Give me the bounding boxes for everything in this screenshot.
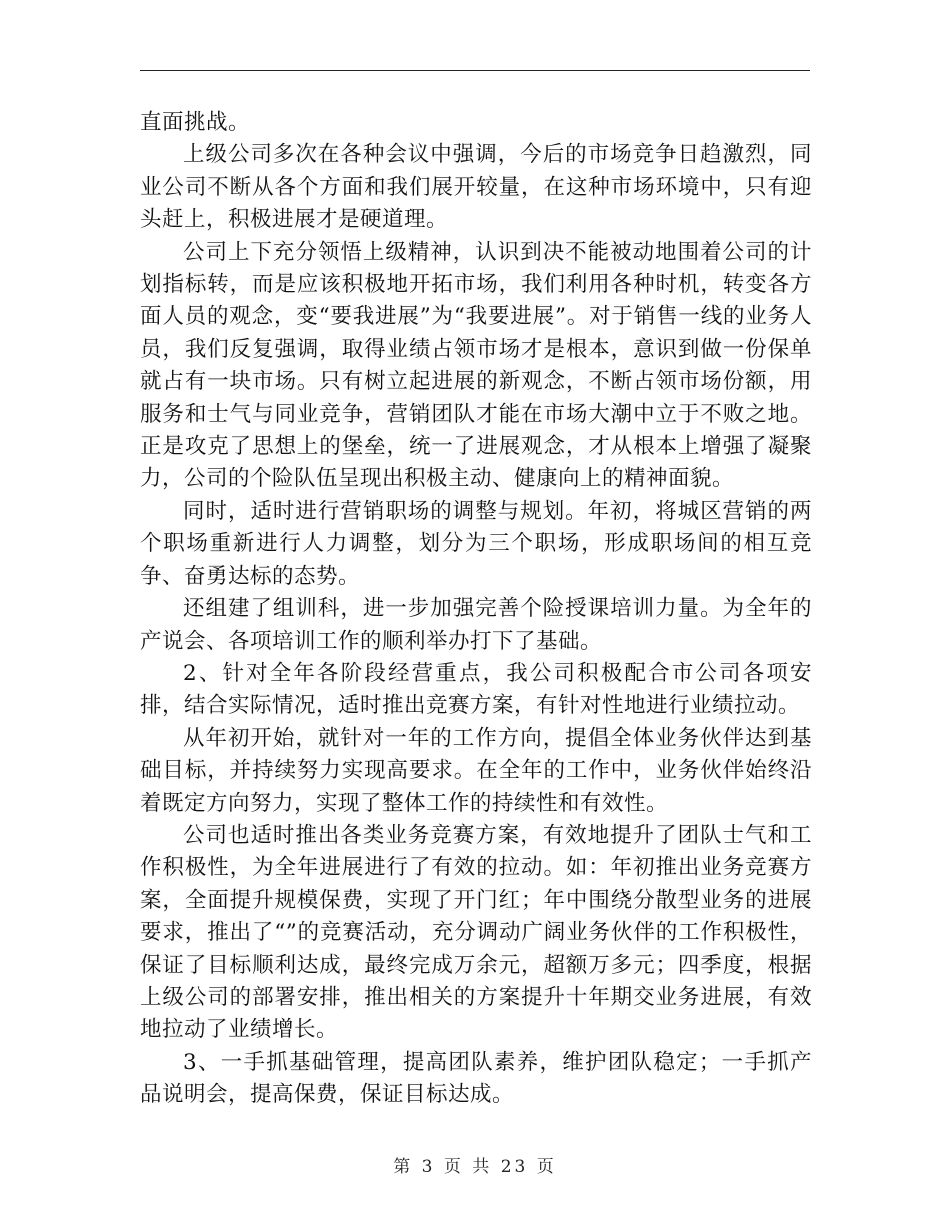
paragraph: 公司上下充分领悟上级精神，认识到决不能被动地围着公司的计划指标转，而是应该积极地开拓市场，我们利用各种时机，转变各方面人员的观念，变“要我进展”为“我要进展”。对于销售一线的业务人员，我们反复强调，取得业绩占领市场才是根本，意识到做一份保单就占有一块市场。只有树立起进展的新观念，不断占领市场份额，用服务和士气与同业竞争，营销团队才能在市场大潮中立于不败之地。正是攻克了思想上的堡垒，统一了进展观念，才从根本上增强了凝聚力，公司的个险队伍呈现出积极主动、健康向上的精神面貌。 [140, 239, 812, 492]
paragraph: 公司也适时推出各类业务竞赛方案，有效地提升了团队士气和工作积极性，为全年进展进行了有效的拉动。如：年初推出业务竞赛方案，全面提升规模保费，实现了开门红；年中围绕分散型业务的进展要求，推出了“”的竞赛活动，充分调动广阔业务伙伴的工作积极性，保证了目标顺利达成，最终完成万余元，超额万多元；四季度，根据上级公司的部署安排，推出相关的方案提升十年期交业务进展，有效地拉动了业绩增长。 [140, 822, 812, 1043]
paragraph: 2、针对全年各阶段经营重点，我公司积极配合市公司各项安排，结合实际情况，适时推出竞赛方案，有针对性地进行业绩拉动。 [140, 660, 812, 719]
paragraph: 上级公司多次在各种会议中强调，今后的市场竞争日趋激烈，同业公司不断从各个方面和我们展开较量，在这种市场环境中，只有迎头赶上，积极进展才是硬道理。 [140, 142, 812, 233]
header-rule [140, 70, 810, 71]
paragraph: 3、一手抓基础管理，提高团队素养，维护团队稳定；一手抓产品说明会，提高保费，保证目标达成。 [140, 1049, 812, 1108]
page-number-footer: 第 3 页 共 23 页 [393, 1157, 557, 1177]
paragraph: 从年初开始，就针对一年的工作方向，提倡全体业务伙伴达到基础目标，并持续努力实现高要求。在全年的工作中，业务伙伴始终沿着既定方向努力，实现了整体工作的持续性和有效性。 [140, 725, 812, 816]
paragraph: 还组建了组训科，进一步加强完善个险授课培训力量。为全年的产说会、各项培训工作的顺利举办打下了基础。 [140, 596, 812, 654]
paragraph: 同时，适时进行营销职场的调整与规划。年初，将城区营销的两个职场重新进行人力调整，划分为三个职场，形成职场间的相互竞争、奋勇达标的态势。 [140, 498, 812, 589]
paragraph: 直面挑战。 [140, 110, 251, 135]
document-body [140, 107, 812, 1112]
